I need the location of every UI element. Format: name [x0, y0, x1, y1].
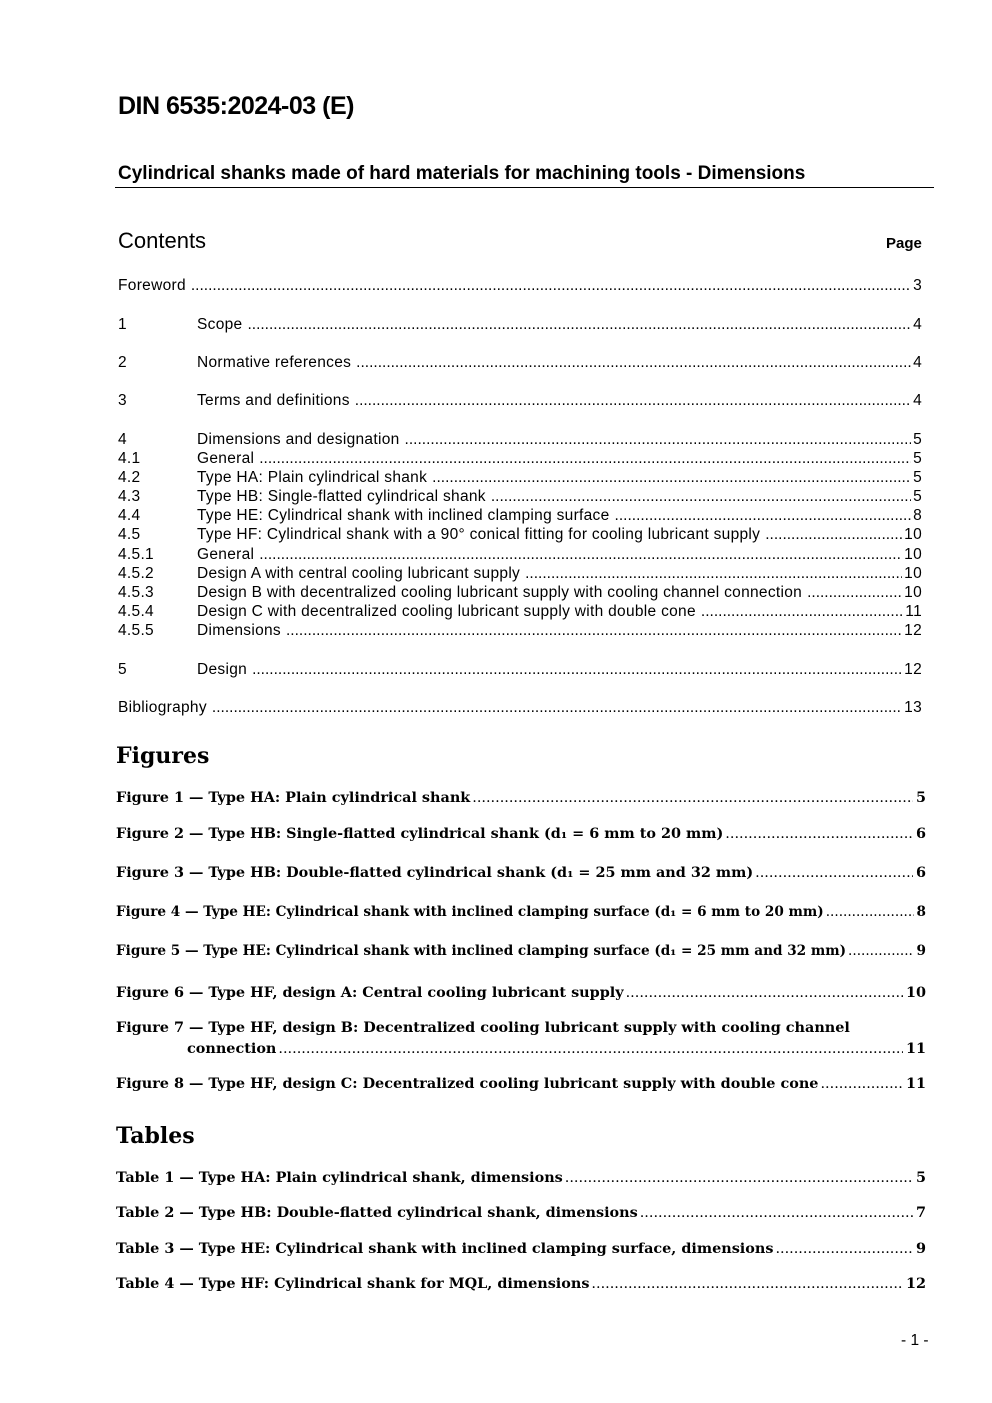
- table-entry-2[interactable]: [116, 1202, 926, 1224]
- toc-entry-number: 4: [118, 431, 127, 448]
- tables-heading: Tables: [116, 1123, 195, 1149]
- figure-entry-3[interactable]: [116, 862, 926, 884]
- table-entry-1[interactable]: [116, 1167, 926, 1189]
- leader-dots: [615, 506, 912, 525]
- leader-dots: [725, 824, 913, 845]
- toc-entry-page: 13: [904, 699, 922, 716]
- toc-entry-4-5-4[interactable]: [118, 602, 922, 621]
- figure-entry-label: Figure 1 — Type HA: Plain cylindrical shank: [116, 789, 471, 806]
- document-id: DIN 6535:2024-03 (E): [118, 92, 354, 120]
- figure-entry-label: Figure 3 — Type HB: Double-flatted cylindrical shank (d₁ = 25 mm and 32 mm): [116, 864, 754, 881]
- toc-entry-number: 4.4: [118, 507, 141, 524]
- leader-dots: [765, 525, 902, 544]
- figure-entry-label: Figure 2 — Type HB: Single-flatted cylindrical shank (d₁ = 6 mm to 20 mm): [116, 825, 724, 842]
- toc-entry-page: 10: [904, 546, 922, 563]
- toc-entry-4-2[interactable]: [118, 468, 922, 487]
- toc-entry-4-1[interactable]: [118, 449, 922, 468]
- toc-entry-number: 4.5.3: [118, 584, 154, 601]
- toc-entry-1[interactable]: [118, 315, 922, 334]
- toc-entry-label: Type HA: Plain cylindrical shank: [197, 469, 428, 486]
- toc-entry-page: 5: [913, 469, 922, 486]
- figure-entry-label: Figure 6 — Type HF, design A: Central cooling lubricant supply: [116, 984, 624, 1001]
- toc-entry-label: Type HF: Cylindrical shank with a 90° conical fitting for cooling lubricant supply: [197, 526, 761, 543]
- figure-entry-label: Figure 5 — Type HE: Cylindrical shank with inclined clamping surface (d₁ = 25 mm and 32 mm): [116, 943, 847, 959]
- leader-dots: [626, 983, 903, 1004]
- toc-entry-number: 4.5.4: [118, 603, 154, 620]
- toc-entry-page: 10: [904, 526, 922, 543]
- figure-entry-page: 6: [915, 825, 926, 842]
- leader-dots: [405, 430, 912, 449]
- leader-dots: [807, 583, 902, 602]
- toc-entry-page: 5: [913, 488, 922, 505]
- leader-dots: [591, 1274, 903, 1295]
- toc-entry-4-5[interactable]: [118, 525, 922, 544]
- toc-entry-label: Foreword: [118, 277, 186, 294]
- toc-entry-bibliography[interactable]: [118, 698, 922, 717]
- leader-dots: [252, 660, 902, 679]
- leader-dots: [278, 1039, 903, 1060]
- leader-dots: [826, 902, 914, 923]
- leader-dots: [191, 276, 911, 295]
- leader-dots: [775, 1239, 913, 1260]
- figure-entry-7[interactable]: [116, 1017, 926, 1060]
- toc-entry-number: 4.5.2: [118, 565, 154, 582]
- table-entry-label: Table 1 — Type HA: Plain cylindrical shank, dimensions: [116, 1169, 563, 1186]
- toc-entry-label: Type HE: Cylindrical shank with inclined clamping surface: [197, 507, 610, 524]
- toc-entry-label: Design B with decentralized cooling lubricant supply with cooling channel connection: [197, 584, 803, 601]
- leader-dots: [259, 449, 911, 468]
- toc-entry-label: General: [197, 546, 255, 563]
- leader-dots: [259, 545, 902, 564]
- figure-entry-4[interactable]: [116, 902, 926, 923]
- toc-entry-label: Dimensions: [197, 622, 281, 639]
- toc-entry-number: 4.1: [118, 450, 141, 467]
- leader-dots: [525, 564, 902, 583]
- toc-entry-4-5-3[interactable]: [118, 583, 922, 602]
- toc-entry-number: 4.3: [118, 488, 141, 505]
- table-entry-label: Table 4 — Type HF: Cylindrical shank for MQL, dimensions: [116, 1275, 590, 1292]
- figure-entry-label: Figure 7 — Type HF, design B: Decentralized cooling lubricant supply with cooling channel: [116, 1019, 850, 1036]
- contents-heading: Contents: [118, 228, 207, 253]
- figure-entry-2[interactable]: [116, 823, 926, 845]
- toc-entry-4-4[interactable]: [118, 506, 922, 525]
- toc-entry-page: 5: [913, 450, 922, 467]
- toc-entry-page: 4: [913, 392, 922, 409]
- figure-entry-label-continued: connection: [187, 1040, 277, 1057]
- toc-entry-5[interactable]: [118, 660, 922, 679]
- title-rule: [115, 187, 934, 188]
- toc-entry-label: Normative references: [197, 354, 352, 371]
- leader-dots: [472, 788, 913, 809]
- figure-entry-1[interactable]: [116, 787, 926, 809]
- figure-entry-page: 5: [915, 789, 926, 806]
- toc-entry-4-5-2[interactable]: [118, 564, 922, 583]
- toc-entry-label: Type HB: Single-flatted cylindrical shank: [197, 488, 486, 505]
- toc-entry-4-5-5[interactable]: [118, 621, 922, 640]
- toc-entry-label: Design A with central cooling lubricant supply: [197, 565, 521, 582]
- table-entry-page: 9: [915, 1240, 926, 1257]
- table-entry-3[interactable]: [116, 1238, 926, 1260]
- figure-entry-label: Figure 4 — Type HE: Cylindrical shank with inclined clamping surface (d₁ = 6 mm to 20 mm): [116, 904, 824, 920]
- leader-dots: [355, 391, 911, 410]
- figure-entry-6[interactable]: [116, 982, 926, 1004]
- toc-entry-page: 4: [913, 354, 922, 371]
- toc-entry-number: 4.5.5: [118, 622, 154, 639]
- page-number: - 1 -: [901, 1332, 929, 1349]
- table-entry-page: 5: [915, 1169, 926, 1186]
- toc-entry-number: 4.5.1: [118, 546, 154, 563]
- leader-dots: [755, 863, 913, 884]
- toc-entry-4-5-1[interactable]: [118, 545, 922, 564]
- toc-entry-page: 10: [904, 584, 922, 601]
- toc-entry-label: General: [197, 450, 255, 467]
- figure-entry-8[interactable]: [116, 1073, 926, 1095]
- toc-entry-page: 12: [904, 622, 922, 639]
- page-column-label: Page: [886, 235, 922, 252]
- leader-dots: [848, 941, 913, 962]
- toc-entry-foreword[interactable]: [118, 276, 922, 295]
- toc-entry-number: 4.5: [118, 526, 141, 543]
- figure-entry-label: Figure 8 — Type HF, design C: Decentralized cooling lubricant supply with double cone: [116, 1075, 819, 1092]
- toc-entry-2[interactable]: [118, 353, 922, 372]
- figure-entry-page: 9: [916, 943, 926, 959]
- toc-entry-label: Bibliography: [118, 699, 207, 716]
- toc-entry-4-3[interactable]: [118, 487, 922, 506]
- toc-entry-3[interactable]: [118, 391, 922, 410]
- figures-heading: Figures: [116, 743, 210, 769]
- toc-entry-label: Terms and definitions: [197, 392, 350, 409]
- leader-dots: [247, 315, 911, 334]
- toc-entry-number: 2: [118, 354, 127, 371]
- figure-entry-page: 6: [915, 864, 926, 881]
- toc-entry-page: 12: [904, 661, 922, 678]
- toc-entry-number: 5: [118, 661, 127, 678]
- leader-dots: [286, 621, 902, 640]
- figure-entry-page: 10: [905, 984, 926, 1001]
- toc-entry-label: Design: [197, 661, 248, 678]
- toc-entry-page: 10: [904, 565, 922, 582]
- figure-entry-page: 11: [905, 1040, 926, 1057]
- toc-entry-page: 8: [913, 507, 922, 524]
- toc-entry-number: 3: [118, 392, 127, 409]
- leader-dots: [356, 353, 911, 372]
- toc-entry-label: Dimensions and designation: [197, 431, 400, 448]
- table-entry-label: Table 3 — Type HE: Cylindrical shank with inclined clamping surface, dimensions: [116, 1240, 774, 1257]
- figure-entry-page: 8: [916, 904, 926, 920]
- leader-dots: [212, 698, 902, 717]
- toc-entry-label: Design C with decentralized cooling lubricant supply with double cone: [197, 603, 696, 620]
- table-entry-page: 7: [915, 1204, 926, 1221]
- leader-dots: [820, 1074, 903, 1095]
- leader-dots: [432, 468, 911, 487]
- toc-entry-number: 4.2: [118, 469, 141, 486]
- leader-dots: [491, 487, 911, 506]
- toc-entry-page: 5: [913, 431, 922, 448]
- toc-entry-number: 1: [118, 316, 127, 333]
- figure-entry-page: 11: [905, 1075, 926, 1092]
- toc-entry-4[interactable]: [118, 430, 922, 449]
- toc-entry-label: Scope: [197, 316, 243, 333]
- leader-dots: [701, 602, 903, 621]
- figure-entry-5[interactable]: [116, 941, 926, 962]
- document-title: Cylindrical shanks made of hard materials for machining tools - Dimensions: [118, 163, 806, 184]
- table-entry-page: 12: [905, 1275, 926, 1292]
- leader-dots: [565, 1168, 913, 1189]
- toc-entry-page: 11: [905, 603, 922, 620]
- toc-entry-page: 3: [913, 277, 922, 294]
- toc-entry-page: 4: [913, 316, 922, 333]
- table-entry-4[interactable]: [116, 1273, 926, 1295]
- table-entry-label: Table 2 — Type HB: Double-flatted cylindrical shank, dimensions: [116, 1204, 638, 1221]
- leader-dots: [640, 1203, 913, 1224]
